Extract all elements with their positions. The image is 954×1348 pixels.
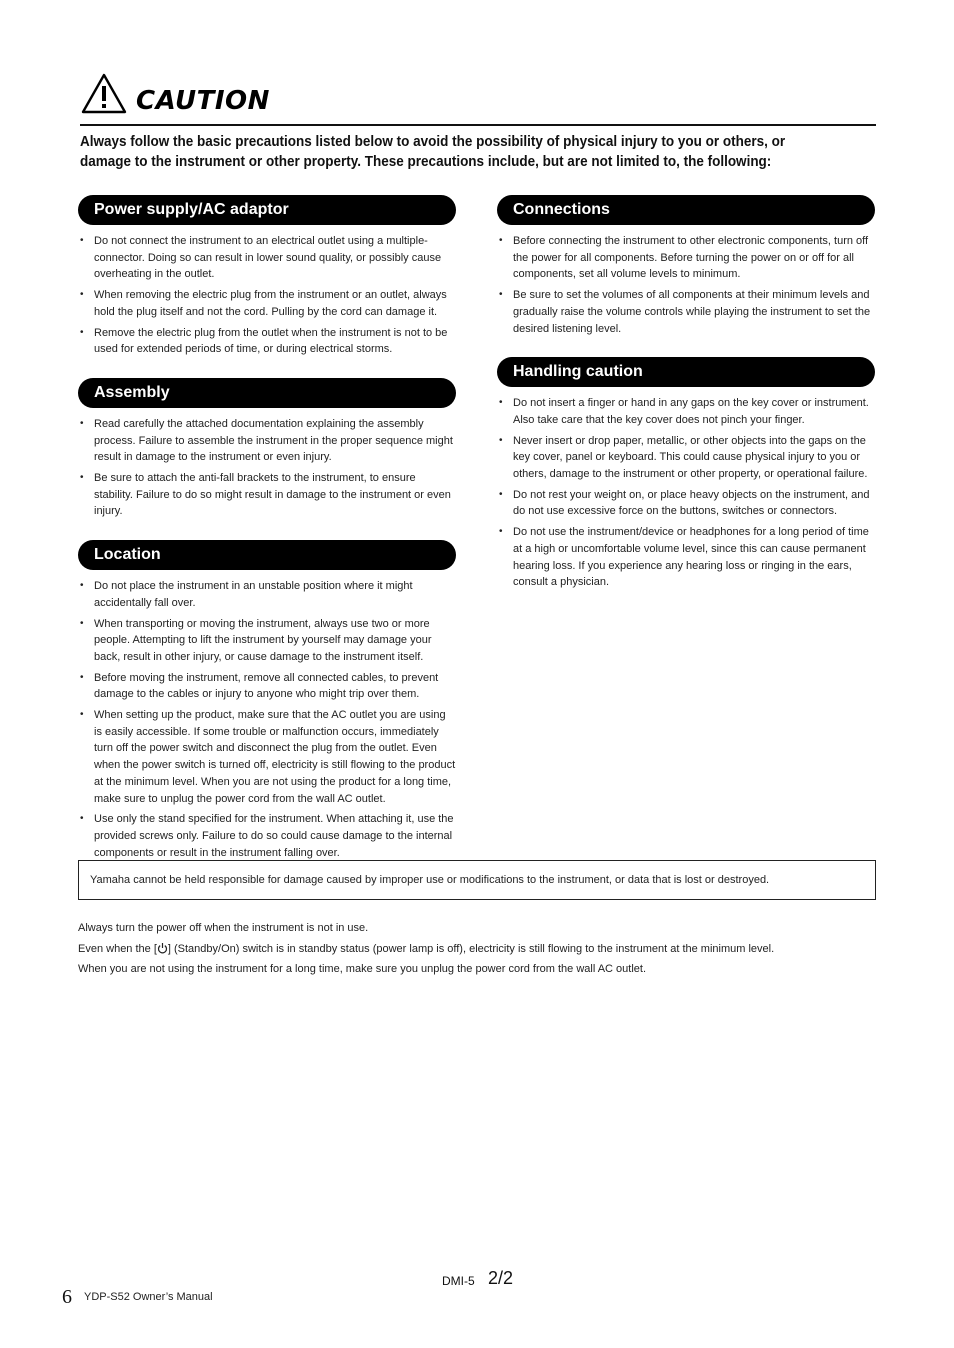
section-title: Location — [78, 540, 456, 570]
warning-triangle-icon — [80, 72, 128, 116]
page-number: 6 — [62, 1286, 72, 1308]
list-item: • Use only the stand specified for the instrument. When attaching it, use the provided screws only. Failure to do so could cause damage to the internal components or result in the instrument falling over. — [78, 811, 456, 861]
caution-header — [80, 72, 876, 126]
list-item: • Before connecting the instrument to other electronic components, turn off the power for all components. Before turning the power on or off for all components, set all volume levels to minimum. — [497, 233, 875, 283]
bullet-list — [497, 233, 875, 337]
bullet-list — [78, 233, 456, 358]
section-title: Power supply/AC adaptor — [78, 195, 456, 225]
list-item: • Do not use the instrument/device or headphones for a long period of time at a high or uncomfortable volume level, since this can cause permanent hearing loss. If you experience any hearing loss or ringing in the ears, consult a physician. — [497, 524, 875, 591]
section-location — [78, 540, 456, 861]
list-item: • Be sure to set the volumes of all components at their minimum levels and gradually raise the volume controls while playing the instrument to set the desired listening level. — [497, 287, 875, 337]
bullet-list — [497, 395, 875, 591]
power-notes — [78, 920, 878, 982]
standby-power-icon — [157, 942, 168, 954]
section-power-supply — [78, 195, 456, 358]
list-item: • Do not insert a finger or hand in any gaps on the key cover or instrument. Also take care that the key cover does not pinch your finger. — [497, 395, 875, 428]
list-item: • When transporting or moving the instrument, always use two or more people. Attempting to lift the instrument by yourself may damage your back, result in other injury, or cause damage to the instrument itself. — [78, 616, 456, 666]
power-note-text: ] (Standby/On) switch is in standby status (power lamp is off), electricity is still flowing to the instrument at the minimum level. — [167, 942, 775, 955]
section-connections — [497, 195, 875, 337]
power-note: Always turn the power off when the instrument is not in use. — [78, 922, 369, 934]
list-item: • When setting up the product, make sure that the AC outlet you are using is easily accessible. If some trouble or malfunction occurs, immediately turn off the power switch and disconnect the plug from the outlet. Even when the power switch is turned off, electricity is still flowing to the product at the minimum level. When you are not using the product for a long time, make sure to unplug the power cord from the wall AC outlet. — [78, 707, 456, 807]
section-handling-caution — [497, 357, 875, 591]
power-note: When you are not using the instrument for a long time, make sure you unplug the power cord from the wall AC outlet. — [78, 963, 647, 976]
list-item: • Remove the electric plug from the outlet when the instrument is not to be used for extended periods of time, or during electrical storms. — [78, 325, 456, 358]
section-assembly — [78, 378, 456, 520]
disclaimer-box: Yamaha cannot be held responsible for damage caused by improper use or modifications to the instrument, or data that is lost or destroyed. — [78, 860, 876, 900]
list-item: • Be sure to attach the anti-fall brackets to the instrument, to ensure stability. Failure to do so might result in damage to the instrument or even injury. — [78, 470, 456, 520]
list-item: • Do not place the instrument in an unstable position where it might accidentally fall over. — [78, 578, 456, 611]
list-item: • Never insert or drop paper, metallic, or other objects into the gaps on the key cover, panel or keyboard. This could cause physical injury to you or others, damage to the instrument or other property, or operational failure. — [497, 433, 875, 483]
dmi-page: 2/2 — [488, 1268, 514, 1288]
list-item: • Before moving the instrument, remove all connected cables, to prevent damage to the cables or injury to anyone who might trip over them. — [78, 670, 456, 703]
power-note — [78, 941, 878, 958]
right-column — [497, 195, 875, 611]
power-note-text: Even when the [ — [78, 942, 157, 955]
list-item: • When removing the electric plug from the instrument or an outlet, always hold the plug itself and not the cord. Pulling by the cord can damage it. — [78, 287, 456, 320]
bullet-list — [78, 578, 456, 861]
page-title: CAUTION — [136, 86, 270, 116]
bullet-list — [78, 416, 456, 520]
list-item: • Do not connect the instrument to an electrical outlet using a multiple-connector. Doing so can result in lower sound quality, or possibly cause overheating in the outlet. — [78, 233, 456, 283]
manual-name: YDP-S52 Owner’s Manual — [84, 1291, 213, 1303]
intro-text: Always follow the basic precautions listed below to avoid the possibility of physical injury to you or others, or damage to the instrument or other property. These precautions include, but are not limited to, the following: — [80, 133, 786, 170]
list-item: • Do not rest your weight on, or place heavy objects on the instrument, and do not use excessive force on the buttons, switches or connectors. — [497, 487, 875, 520]
dmi-code: DMI-5 — [442, 1274, 475, 1288]
section-title: Assembly — [78, 378, 456, 408]
left-column — [78, 195, 456, 881]
list-item: • Read carefully the attached documentation explaining the assembly process. Failure to assemble the instrument in the proper sequence might result in damage to the instrument or even injury. — [78, 416, 456, 466]
section-title: Connections — [497, 195, 875, 225]
section-title: Handling caution — [497, 357, 875, 387]
